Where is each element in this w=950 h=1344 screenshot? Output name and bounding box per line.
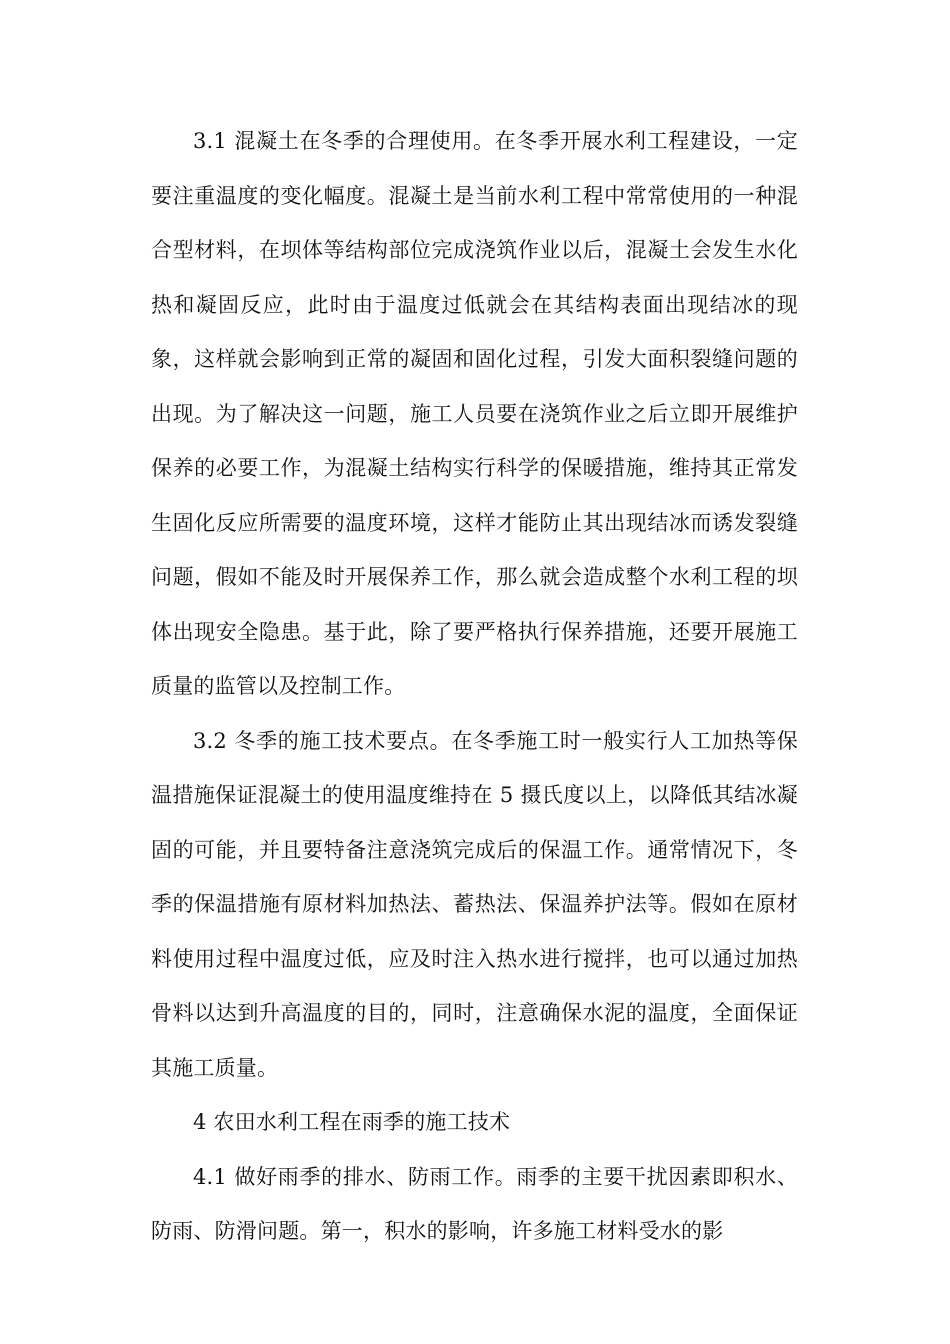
paragraph-3-2-winter-construction-points: 3.2 冬季的施工技术要点。在冬季施工时一般实行人工加热等保温措施保证混凝土的使用温度维持在 5 摄氏度以上，以降低其结冰凝固的可能，并且要特备注意浇筑完成后的保温工作。通常情况下，冬季的保温措施有原材料加热法、蓄热法、保温养护法等。假如在原材料使用过程中温度过低，应及时注入热水进行搅拌，也可以通过加热骨料以达到升高温度的目的，同时，注意确保水泥的温度，全面保证其施工质量。: [151, 728, 798, 1080]
paragraph-3-1-concrete-winter-use: 3.1 混凝土在冬季的合理使用。在冬季开展水利工程建设，一定要注重温度的变化幅度。混凝土是当前水利工程中常常使用的一种混合型材料，在坝体等结构部位完成浇筑作业以后，混凝土会发生水化热和凝固反应，此时由于温度过低就会在其结构表面出现结冰的现象，这样就会影响到正常的凝固和固化过程，引发大面积裂缝问题的出现。为了解决这一问题，施工人员要在浇筑作业之后立即开展维护保养的必要工作，为混凝土结构实行科学的保暖措施，维持其正常发生固化反应所需要的温度环境，这样才能防止其出现结冰而诱发裂缝问题，假如不能及时开展保养工作，那么就会造成整个水利工程的坝体出现安全隐患。基于此，除了要严格执行保养措施，还要开展施工质量的监管以及控制工作。: [151, 129, 798, 698]
document-body: [151, 114, 798, 1259]
section-heading-4-rainy-season: 4 农田水利工程在雨季的施工技术: [193, 1110, 511, 1134]
paragraph-4-1-drainage-rainproof: 4.1 做好雨季的排水、防雨工作。雨季的主要干扰因素即积水、防雨、防滑问题。第一，积水的影响，许多施工材料受水的影: [151, 1164, 798, 1243]
